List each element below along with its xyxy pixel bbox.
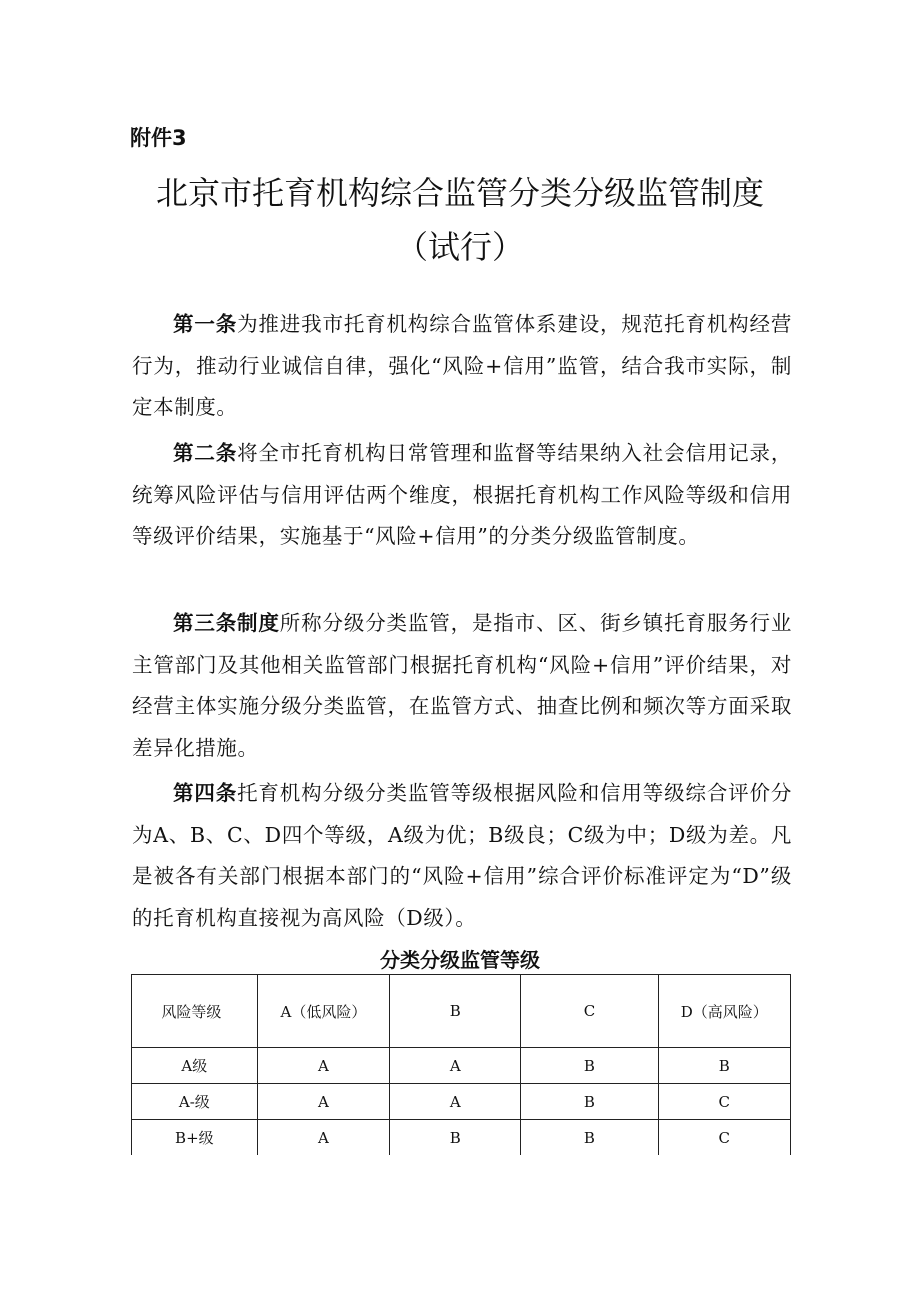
table-caption: 分类分级监管等级	[380, 948, 540, 972]
attachment-label: 附件3	[130, 126, 187, 150]
table-cell: A	[390, 1048, 521, 1084]
article-text: 将全市托育机构日常管理和监督等结果纳入社会信用记录，统筹风险评估与信用评估两个维度，根据托育机构工作风险等级和信用等级评价结果，实施基于“风险+信用”的分类分级监管制度。	[132, 441, 792, 548]
table-cell: A	[257, 1048, 389, 1084]
article-label: 第一条	[173, 312, 238, 336]
table-header-row	[132, 975, 791, 1048]
article-label: 第二条	[173, 441, 238, 465]
article-1	[132, 304, 792, 429]
article-text: 托育机构分级分类监管等级根据风险和信用等级综合评价分为A、B、C、D四个等级，A级为优；B级良；C级为中；D级为差。凡是被各有关部门根据本部门的“风险+信用”综合评价标准评定为“D”级的托育机构直接视为高风险（D级）。	[132, 781, 792, 930]
article-text: 所称分级分类监管，是指市、区、街乡镇托育服务行业主管部门及其他相关监管部门根据托育机构“风险+信用”评价结果，对经营主体实施分级分类监管，在监管方式、抽查比例和频次等方面采取差异化措施。	[132, 611, 793, 760]
table-cell: B	[658, 1048, 791, 1084]
article-3	[132, 603, 792, 769]
row-header: A级	[132, 1048, 258, 1084]
table-row	[132, 1120, 791, 1156]
table-cell: B	[521, 1048, 658, 1084]
table-row	[132, 1084, 791, 1120]
column-header: A（低风险）	[257, 975, 389, 1048]
document-subtitle: （试行）	[395, 228, 524, 266]
corner-cell: 风险等级	[132, 975, 258, 1048]
article-label: 第四条	[173, 781, 238, 805]
table-cell: B	[390, 1120, 521, 1156]
article-4	[132, 773, 792, 939]
table-cell: C	[658, 1120, 791, 1156]
document-title: 北京市托育机构综合监管分类分级监管制度	[155, 174, 764, 212]
table-cell: B	[521, 1120, 658, 1156]
article-label: 第三条制度	[173, 611, 280, 635]
column-header: B	[390, 975, 521, 1048]
column-header: C	[521, 975, 658, 1048]
table-cell: C	[658, 1084, 791, 1120]
column-header: D（高风险）	[658, 975, 791, 1048]
row-header: A-级	[132, 1084, 258, 1120]
table-cell: B	[521, 1084, 658, 1120]
row-header: B+级	[132, 1120, 258, 1156]
article-2	[132, 433, 792, 558]
table-row	[132, 1048, 791, 1084]
grade-table	[131, 974, 791, 1155]
article-text: 为推进我市托育机构综合监管体系建设，规范托育机构经营行为，推动行业诚信自律，强化“风险+信用”监管，结合我市实际，制定本制度。	[132, 312, 792, 419]
table-cell: A	[390, 1084, 521, 1120]
table-cell: A	[257, 1120, 389, 1156]
table-cell: A	[257, 1084, 389, 1120]
